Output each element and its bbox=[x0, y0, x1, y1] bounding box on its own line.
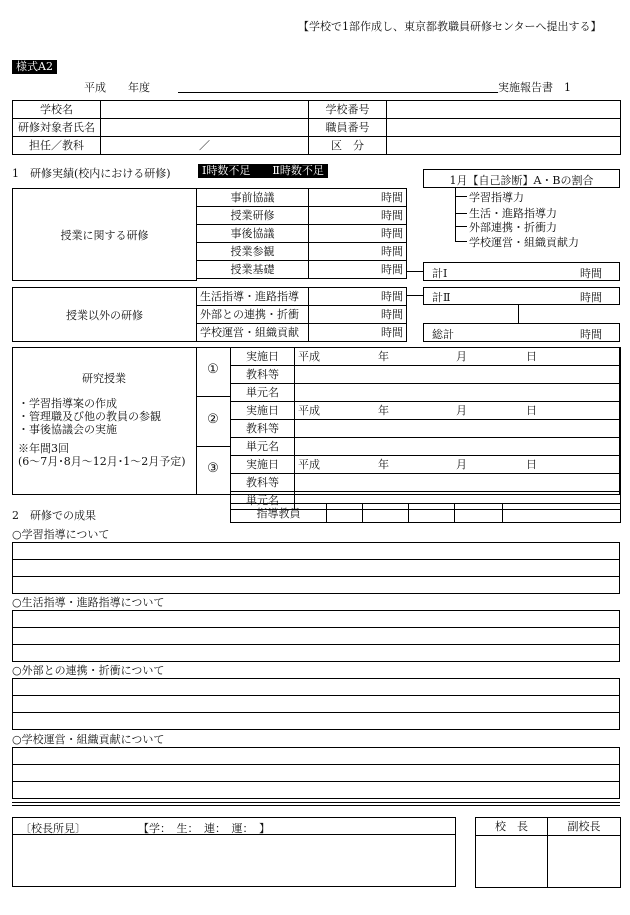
hours-cell[interactable]: 時間 bbox=[309, 288, 407, 306]
lesson-item: 事後協議 bbox=[197, 225, 309, 243]
vice-principal-label: 副校長 bbox=[548, 818, 621, 836]
lesson-item: 事前協議 bbox=[197, 189, 309, 207]
diagnosis-item: 学校運営・組織貢献力 bbox=[469, 236, 579, 249]
division-field[interactable] bbox=[387, 137, 621, 155]
topic-writing-area[interactable] bbox=[12, 610, 620, 662]
mentor-cell[interactable] bbox=[409, 504, 455, 523]
lesson-item: 授業研修 bbox=[197, 207, 309, 225]
mentor-cell[interactable] bbox=[455, 504, 503, 523]
research-bullets bbox=[18, 397, 186, 468]
row-label: 単元名 bbox=[231, 384, 295, 402]
tree-branch bbox=[455, 241, 467, 242]
homeroom-subject-field[interactable] bbox=[101, 137, 309, 155]
date-field[interactable]: 平成 年 月 日 bbox=[295, 402, 621, 420]
subject-field[interactable] bbox=[295, 474, 621, 492]
session-number: ② bbox=[207, 412, 219, 427]
double-rule-bottom bbox=[12, 805, 620, 806]
other-item: 学校運営・組織貢献 bbox=[197, 324, 309, 342]
principal-label: 校 長 bbox=[476, 818, 548, 836]
diagnosis-item: 外部連携・折衝力 bbox=[469, 221, 557, 234]
connector-line bbox=[406, 295, 423, 296]
hours-cell[interactable]: 時間 bbox=[309, 243, 407, 261]
hours-cell[interactable]: 時間 bbox=[309, 207, 407, 225]
homeroom-subject-label: 担任／教科 bbox=[13, 137, 101, 155]
row-label: 教科等 bbox=[231, 420, 295, 438]
topic-writing-area[interactable] bbox=[12, 678, 620, 730]
topic-writing-area[interactable] bbox=[12, 747, 620, 799]
staff-number-field[interactable] bbox=[387, 119, 621, 137]
other-training-label: 授業以外の研修 bbox=[66, 309, 143, 322]
hours-cell[interactable]: 時間 bbox=[309, 189, 407, 207]
hours-cell[interactable]: 時間 bbox=[309, 261, 407, 279]
opinion-label: 〔校長所見〕 bbox=[20, 822, 86, 835]
division-label: 区 分 bbox=[309, 137, 387, 155]
staff-number-label: 職員番号 bbox=[309, 119, 387, 137]
research-bullet: ・管理職及び他の教員の参観 bbox=[18, 410, 161, 423]
connector-line bbox=[406, 271, 423, 272]
row-label: 実施日 bbox=[231, 402, 295, 420]
row-label: 教科等 bbox=[231, 366, 295, 384]
principal-seal-cell[interactable] bbox=[476, 836, 548, 888]
other-item: 生活指導・進路指導 bbox=[197, 288, 309, 306]
total2-label: 計Ⅱ bbox=[432, 291, 451, 304]
trainee-name-field[interactable] bbox=[101, 119, 309, 137]
subject-field[interactable] bbox=[295, 420, 621, 438]
research-note: (6〜7月･8月〜12月･1〜2月予定) bbox=[18, 455, 186, 468]
lesson-item: 授業基礎 bbox=[197, 261, 309, 279]
research-sessions-table bbox=[230, 347, 621, 510]
sum-connector bbox=[518, 305, 519, 323]
topic-heading: ○学校運営・組織貢献について bbox=[12, 733, 165, 746]
hours-cell[interactable]: 時間 bbox=[309, 225, 407, 243]
submission-note: 【学校で1部作成し、東京都教職員研修センターへ提出する】 bbox=[298, 20, 602, 33]
mentor-table bbox=[230, 503, 621, 523]
row-label: 実施日 bbox=[231, 456, 295, 474]
date-field[interactable]: 平成 年 月 日 bbox=[295, 348, 621, 366]
other-item: 外部との連携・折衝 bbox=[197, 306, 309, 324]
session-divider bbox=[196, 446, 230, 447]
section1-title: 1 研修実績(校内における研修) bbox=[12, 167, 171, 180]
lesson-training-table bbox=[196, 188, 407, 279]
research-title: 研究授業 bbox=[82, 372, 126, 385]
slash-separator: ／ bbox=[199, 139, 210, 152]
unit-field[interactable] bbox=[295, 384, 621, 402]
total1-hours: 時間 bbox=[580, 267, 602, 280]
tree-branch bbox=[455, 196, 467, 197]
school-name-field[interactable] bbox=[101, 101, 309, 119]
form-code-badge: 様式A2 bbox=[12, 60, 57, 74]
section2-title: 2 研修での成果 bbox=[12, 509, 96, 522]
lesson-item: 授業参観 bbox=[197, 243, 309, 261]
rating-codes: 【学： 生： 連： 運： 】 bbox=[138, 822, 270, 835]
other-training-table bbox=[196, 287, 407, 342]
row-label: 単元名 bbox=[231, 438, 295, 456]
grand-total-hours: 時間 bbox=[580, 328, 602, 341]
diagnosis-item: 学習指導力 bbox=[469, 191, 524, 204]
total2-hours: 時間 bbox=[580, 291, 602, 304]
grand-total-label: 総計 bbox=[432, 328, 454, 341]
session-divider bbox=[196, 396, 230, 397]
hours-cell[interactable]: 時間 bbox=[309, 306, 407, 324]
session-number: ① bbox=[207, 362, 219, 377]
school-number-field[interactable] bbox=[387, 101, 621, 119]
fiscal-year-label: 平成 年度 bbox=[84, 81, 150, 94]
topic-heading: ○生活指導・進路指導について bbox=[12, 596, 165, 609]
mentor-cell[interactable] bbox=[503, 504, 621, 523]
date-field[interactable]: 平成 年 月 日 bbox=[295, 456, 621, 474]
lesson-training-label: 授業に関する研修 bbox=[60, 229, 149, 242]
hours-cell[interactable]: 時間 bbox=[309, 324, 407, 342]
vice-principal-seal-cell[interactable] bbox=[548, 836, 621, 888]
shortfall-badge: Ⅰ時数不足 Ⅱ時数不足 bbox=[198, 164, 328, 178]
subject-field[interactable] bbox=[295, 366, 621, 384]
tree-branch bbox=[455, 226, 467, 227]
research-note: ※年間3回 bbox=[18, 442, 69, 455]
school-name-label: 学校名 bbox=[13, 101, 101, 119]
mentor-cell[interactable] bbox=[327, 504, 363, 523]
approval-table bbox=[475, 817, 621, 888]
row-label: 単元名 bbox=[231, 492, 295, 510]
topic-writing-area[interactable] bbox=[12, 542, 620, 594]
row-label: 実施日 bbox=[231, 348, 295, 366]
self-diagnosis-title: 1月【自己診断】A・Bの割合 bbox=[449, 174, 594, 187]
row-label: 教科等 bbox=[231, 474, 295, 492]
research-bullet: ・学習指導案の作成 bbox=[18, 397, 117, 410]
info-table bbox=[12, 100, 621, 155]
session-number: ③ bbox=[207, 461, 219, 476]
trainee-name-label: 研修対象者氏名 bbox=[13, 119, 101, 137]
topic-heading: ○学習指導について bbox=[12, 528, 110, 541]
double-rule-top bbox=[12, 802, 620, 803]
school-number-label: 学校番号 bbox=[309, 101, 387, 119]
diagnosis-item: 生活・進路指導力 bbox=[469, 207, 557, 220]
tree-branch bbox=[455, 213, 467, 214]
research-bullet: ・事後協議会の実施 bbox=[18, 423, 117, 436]
total1-label: 計Ⅰ bbox=[432, 267, 448, 280]
topic-heading: ○外部との連携・折衝について bbox=[12, 664, 165, 677]
report-title: 実施報告書 1 bbox=[498, 81, 571, 94]
name-underline bbox=[178, 92, 498, 93]
unit-field[interactable] bbox=[295, 438, 621, 456]
mentor-label: 指導教員 bbox=[231, 504, 327, 523]
mentor-cell[interactable] bbox=[363, 504, 409, 523]
